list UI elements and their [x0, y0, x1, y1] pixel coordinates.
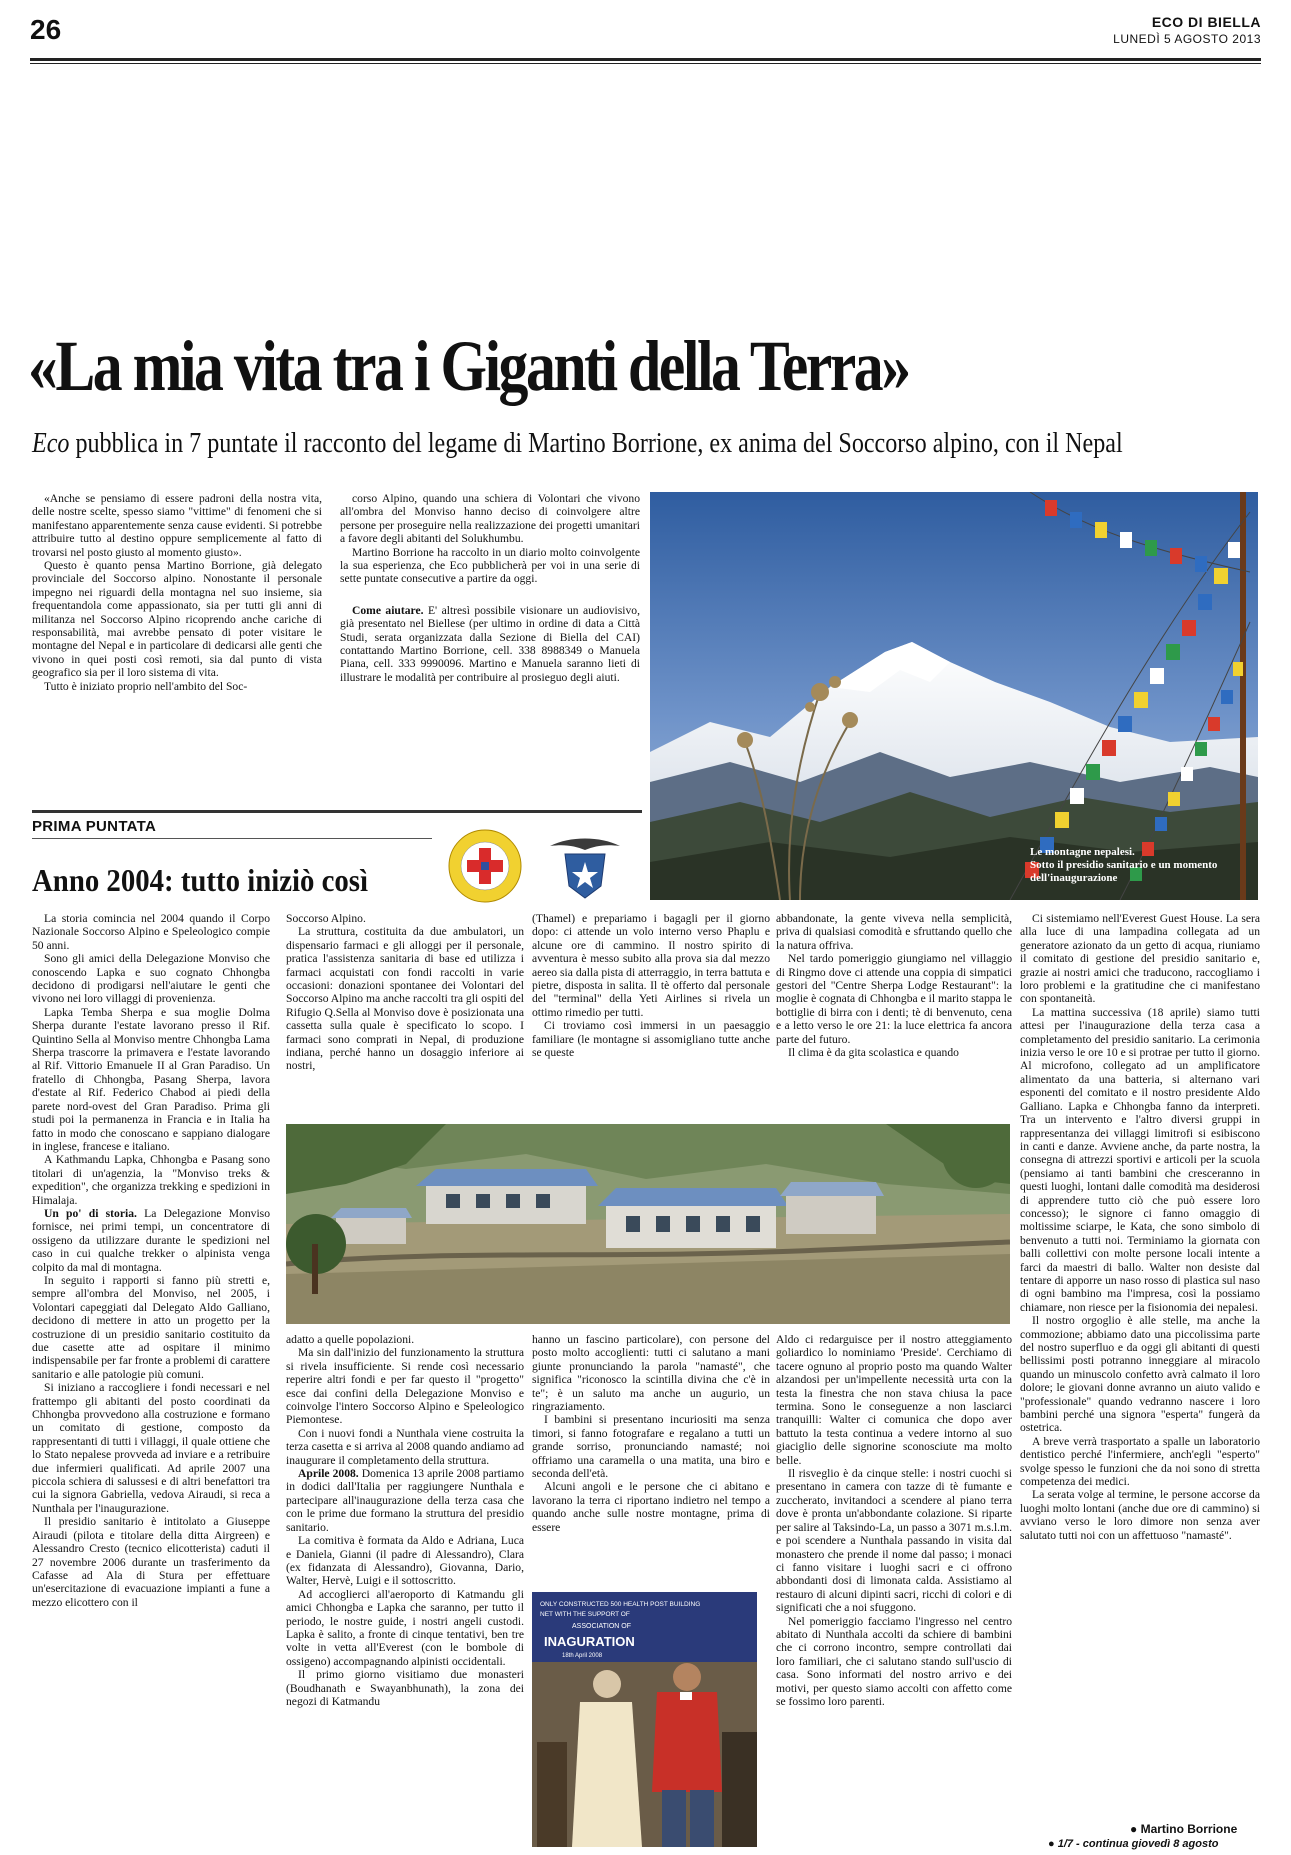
page-number: 26 [30, 14, 62, 45]
paragraph [32, 1515, 270, 1609]
paragraph [776, 1046, 1012, 1059]
masthead [1113, 14, 1261, 46]
paragraph [776, 1467, 1012, 1614]
issue-date: LUNEDÌ 5 AGOSTO 2013 [1113, 32, 1261, 46]
column-2-top [286, 912, 524, 1073]
subheadline [32, 428, 1123, 460]
paragraph-text: Sono gli amici della Delegazione Monviso che conoscendo Lapka e suo cognato Chhongba decidono di prodigarsi nell'aiutare le genti che vivono nei loro villaggi di provenienza. [32, 952, 270, 1006]
how-to-help-label: Come aiutare. [352, 603, 424, 617]
paragraph-text: Nel tardo pomeriggio giungiamo nel villaggio di Ringmo dove ci attende una coppia di simpatici gestori del "Centre Sherpa Lodge Restaurant": la moglie è cognata di Chhongba e il marito stappa le bottiglie di birra con i denti; tè di benvenuto, cena e a letto verso le ore 21: la luce elettrica fa ancora parte del futuro. [776, 952, 1012, 1046]
paragraph-text: Il risveglio è da cinque stelle: i nostri cuochi si presentano in camera con tazze di tè fumante e zuccherato, invitandoci a scendere al piano terra dove è pronta un'abbondante colazione. Si riparte per salire al Taksindo-La, un passo a 3071 m.s.l.m. e poi scendere a Nunthala passando in visita dal monastero che prende il nome dal passo; i monaci ci fanno visitare i luoghi sacri e ci offrono abbondanti dosi di limonata calda. Assistiamo al restauro di alcuni dipinti sacri, ricchi di colori e di significati che a noi sfuggono. [776, 1467, 1012, 1615]
paragraph [776, 1615, 1012, 1709]
column-4-top [776, 912, 1012, 1059]
paragraph [286, 1534, 524, 1588]
column-3-top [532, 912, 770, 1059]
paragraph-text: La struttura, costituita da due ambulatori, un dispensario farmaci e gli alloggi per il personale, pratica l'assistenza sanitaria di base ed utilizza i farmaci acquistati con fondi raccolti in varie occasioni: donazioni spontanee dei Volontari del Soccorso Alpino ma anche raccolti tra gli ospiti del Rifugio Q.Sella al Monviso dove è posizionata una cassetta sulla quale è specificato lo scopo. I farmaci sono comprati in Nepal, di produzione indiana, perché hanno un dosaggio inferiore ai nostri, [286, 925, 524, 1073]
subhead-text: pubblica in 7 puntate il racconto del legame di Martino Borrione, ex anima del Soccorso alpino, con il Nepal [69, 428, 1123, 459]
cnsas-logo [447, 828, 523, 904]
paragraph-text: La storia comincia nel 2004 quando il Corpo Nazionale Soccorso Alpino e Speleologico compie 50 anni. [32, 912, 270, 952]
paragraph [286, 1467, 524, 1534]
how-to-help [340, 604, 640, 684]
newspaper-name: ECO DI BIELLA [1151, 14, 1261, 30]
intro-column-2-paras [340, 492, 640, 586]
photo-nepal-mountains [650, 492, 1258, 900]
paragraph [32, 1381, 270, 1515]
intro-column-2 [340, 492, 640, 684]
section-title: Anno 2004: tutto iniziò così [32, 862, 369, 898]
section-label: PRIMA PUNTATA [32, 818, 157, 835]
paragraph [776, 912, 1012, 952]
paragraph-text: hanno un fascino particolare), con persone del posto molto accoglienti: tutti ci salutano a mani giunte pronunciando la parola "namasté", che significa "riconosco la scintilla divina che c'è in te"; è un saluto ma anche un augurio, un ringraziamento. [532, 1333, 770, 1414]
column-5 [1020, 912, 1260, 1542]
paragraph [532, 912, 770, 1019]
paragraph-text: A breve verrà trasportato a spalle un laboratorio dentistico perché l'infermiere, anch'egli "esperto" svolge spesso le funzioni che da noi sono di stretta competenza dei medici. [1020, 1434, 1260, 1489]
paragraph-text: A Kathmandu Lapka, Chhongba e Pasang sono titolari di un'agenzia, la "Monviso treks & expedition", che organizza trekking e spedizioni in Himalaja. [32, 1153, 270, 1207]
paragraph [532, 1333, 770, 1413]
paragraph: corso Alpino, quando una schiera di Volontari che vivono all'ombra del Monviso hanno deciso di coinvolgere altre persone per proseguire nella realizzazione dei progetti umanitari a favore degli abitanti del Solukhumbu. [340, 492, 640, 546]
how-to-help-text: E' altresì possibile visionare un audiovisivo, già presentato nel Biellese (per ultimo in ordine di data a Città Studi, serata organizzata dalla Sezione di Biella del CAI) contattando Martino Borrione, cell. 338 8988349 o Manuela Piana, cell. 333 9990096. Martino e Manuela saranno lieti di illustrare le modalità per contribuire al prosieguo degli aiuti. [340, 603, 640, 684]
paragraph-text: Il presidio sanitario è intitolato a Giuseppe Airaudi (pilota e titolare della ditta Airgreen) e Alessandro Cresto (tecnico elicotterista) caduti il 27 novembre 2006 durante un trasferimento da Cafasse ad Ala di Stura per effettuare un'esercitazione di evacuazione impianti a fune a mezzo elicottero con il [32, 1515, 270, 1609]
paragraph [286, 1588, 524, 1668]
column-4-bottom [776, 1333, 1012, 1708]
photo-health-post [286, 1124, 1010, 1324]
paragraph [286, 1333, 524, 1346]
paragraph [286, 925, 524, 1072]
paragraph-text: abbandonate, la gente viveva nella semplicità, priva di qualsiasi comodità e sfruttando quello che la natura offriva. [776, 912, 1012, 952]
paragraph: Questo è quanto pensa Martino Borrione, già delegato provinciale del Soccorso alpino. Nonostante il personale impegno nei riguardi della montagna nel suo insieme, sia frequentandola come appassionato, sia per tutti gli anni di militanza nel Soccorso Alpino ricoprendo anche cariche di responsabilità, mai avrebbe pensato di poter visitare le montagne del Nepal e in particolare di dedicarsi alle genti che vivono in quei posti così remoti, sia dal punto di vista geografico sia per il loro sistema di vita. [32, 559, 322, 680]
paragraph-text: Aldo ci redarguisce per il nostro atteggiamento goliardico lo nominiamo 'Preside'. Cerchiamo di tacere ognuno al proprio posto ma quando Walter alzandosi per un'impellente necessità urta con la testa la finestra che non stava chiusa la pace termina. Sono le conseguenze a non lasciarci tranquilli: Walter ci comunica che dopo aver battuto la testa continua a vedere intorno al suo giaciglio delle signorine sconosciute ma molto belle. [776, 1333, 1012, 1467]
paragraph [32, 912, 270, 952]
paragraph-text: Nel pomeriggio facciamo l'ingresso nel centro abitato di Nunthala accolti da schiere di bambini che ci corrono incontro, sempre controllati dai loro familiari, che ci salutano stando sull'uscio di casa. Sono informati del nostro arrivo e dei motivi, per questo siamo accolti con affetto come se fossimo loro parenti. [776, 1614, 1012, 1708]
paragraph [286, 1427, 524, 1467]
cai-logo [545, 828, 625, 904]
caption-line-2: Sotto il presidio sanitario e un momento dell'inaugurazione [1030, 859, 1218, 884]
paragraph-text: In seguito i rapporti si fanno più stretti e, sempre all'ombra del Monviso, nel 2005, i Volontari capeggiati dal Delegato Aldo Galliano, decidono di mettere in atto un progetto per la costruzione di un presidio sanitario costituito da due casette atte ad ospitare il minimo indispensabile per far fronte a problemi di carattere sanitario e alle patologie più comuni. [32, 1273, 270, 1381]
header-rule [30, 58, 1261, 61]
paragraph-text: Il nostro orgoglio è alle stelle, ma anche la commozione; abbiamo dato una piccolissima parte del nostro superfluo e da oggi gli abitanti di questi bellissimi posti potranno inneggiare al miracolo quando un minuscolo confetto avrà calmato il loro dolore; le giovani donne avranno un aiuto valido e "professionale" quando vedranno nascere i loro bambini perché una signora "esperta" fungerà da ostetrica. [1020, 1314, 1260, 1435]
paragraph-text: adatto a quelle popolazioni. [286, 1333, 415, 1346]
paragraph [32, 1274, 270, 1381]
paragraph: Martino Borrione ha raccolto in un diario molto coinvolgente la sua esperienza, che Eco pubblicherà per voi in una serie di sette puntate consecutive a partire da oggi. [340, 545, 640, 586]
paragraph [286, 1346, 524, 1426]
author-signature: ● Martino Borrione [1130, 1822, 1238, 1836]
paragraph [1020, 912, 1260, 1006]
section-rule [32, 810, 642, 813]
paragraph [1020, 1314, 1260, 1435]
svg-text:ONLY CONSTRUCTED 500 HEALTH PO: ONLY CONSTRUCTED 500 HEALTH POST BUILDING [540, 1601, 701, 1608]
column-2-bottom [286, 1333, 524, 1708]
paragraph-text: La comitiva è formata da Aldo e Adriana, Luca e Daniela, Gianni (il padre di Alessandro), Clara (ex fidanzata di Alessandro), Giovanna, Dario, Walter, Hervè, Luigi e il sottoscritto. [286, 1534, 524, 1588]
paragraph-lead: Aprile 2008. [298, 1467, 359, 1481]
subhead-eco: Eco [32, 428, 70, 459]
paragraph-text: Il primo giorno visitiamo due monasteri (Boudhanath e Swayanbhunath), la zona dei negozi di Katmandu [286, 1668, 524, 1708]
paragraph-text: Ad accoglierci all'aeroporto di Katmandu gli amici Chhongba e Lapka che saranno, per tutto il periodo, le nostre guide, i nostri angeli custodi. Lapka è salito, a fronte di cinque tentativi, ben tre volte in vetta all'Everest (con le bombole di ossigeno) accompagnando alpinisti occidentali. [286, 1587, 524, 1668]
paragraph [286, 912, 524, 925]
paragraph: «Anche se pensiamo di essere padroni della nostra vita, delle nostre scelte, spesso siamo "vittime" di fenomeni che si manifestano apparentemente senza cause evidenti. Si potrebbe attribuire tutto al destino oppure semplicemente al fatto di trovarsi nel posto giusto al momento giusto». [32, 492, 322, 559]
paragraph-text: (Thamel) e prepariamo i bagagli per il giorno dopo: ci attende un volo interno verso Phaplu e alcune ore di cammino. Il nostro spirito di avventura è messo subito alla prova sia dal mezzo aereo sia dalla pista di atterraggio, in terra battuta e pietre, disposta in salita. Il tè offerto dal personale del "terminal" della Yeti Airlines si rivela un ottimo rimedio per tutti. [532, 912, 770, 1019]
continued-note: ● 1/7 - continua giovedì 8 agosto [1048, 1838, 1219, 1850]
paragraph-text: La serata volge al termine, le persone accorse da luoghi molto lontani (anche due ore di cammino) si avviano verso le loro dimore non senza aver salutato tutti noi con un affettuoso "namasté". [1020, 1488, 1260, 1542]
paragraph [286, 1668, 524, 1708]
photo-caption [1030, 846, 1250, 885]
svg-text:NET WITH THE SUPPORT OF: NET WITH THE SUPPORT OF [540, 1611, 630, 1618]
paragraph-text: Soccorso Alpino. [286, 912, 366, 925]
paragraph-text: La mattina successiva (18 aprile) siamo tutti attesi per l'inaugurazione della terza casa a completamento del presidio sanitario. La cerimonia inizia verso le ore 10 e si protrae per tutto il giorno. Al microfono, collegato ad un amplificatore alimentato da una batteria, si alternano vari esponenti del comitato e il nostro presidente Aldo Galliano. Lapka e Chhongba fanno da interpreti. Tra un intervento e l'altro diversi gruppi in rappresentanza dei villaggi limitrofi si esibiscono in canti e danze. Avviene anche, da parte nostra, la consegna di attrezzi sportivi e articoli per la scuola (pensiamo ai tanti bambini che cresceranno in questi luoghi, lontani dalle comodità ma desiderosi di apprendere tutto ciò che può essere loro concesso); le signore ci fanno omaggio di moltissime sciarpe, le Kata, che sono simbolo di benvenuto a tutti noi. Terminiamo la giornata con balli collettivi con molte persone locali intente a farci da maestri di ballo. Walter non desiste dal tentare di apporre un naso rosso di plastica sul naso di ogni bambino ma l'impresa, così la possiamo chiamare, non riesce per la fisionomia dei nepalesi. [1020, 1005, 1260, 1314]
paragraph [776, 952, 1012, 1046]
paragraph [1020, 1488, 1260, 1542]
paragraph-text: I bambini si presentano incuriositi ma senza timori, si fanno fotografare e regalano a tutti un grande sorriso, pronunciando namasté; noi offriamo una caramella o una matita, una biro e seconda dell'età. [532, 1413, 770, 1481]
svg-text:ASSOCIATION OF: ASSOCIATION OF [572, 1623, 631, 1630]
paragraph-text: La Delegazione Monviso fornisce, nei primi tempi, un concentratore di ossigeno da utilizzare durante le spedizioni nel caso in cui qualche trekker o alpinista venga colpito da mal di montagna. [32, 1206, 270, 1274]
caption-line-1: Le montagne nepalesi. [1030, 846, 1135, 858]
paragraph-text: Domenica 13 aprile 2008 partiamo in dodici dall'Italia per raggiungere Nunthala e partecipare all'inaugurazione della terza casa che con le prime due formano la struttura del presidio sanitario. [286, 1467, 524, 1534]
headline: «La mia vita tra i Giganti della Terra» [28, 326, 909, 406]
svg-text:18th April 2008: 18th April 2008 [562, 1653, 603, 1659]
paragraph-text: Ci sistemiamo nell'Everest Guest House. La sera alla luce di una lampadina collegata ad un generatore azionato da un getto di acqua, riuniamo il comitato di gestione del presidio sanitario e, grazie ai nostri amici che traducono, raccogliamo i loro problemi e la gratitudine che ci manifestano con spontaneità. [1020, 912, 1260, 1006]
paragraph [32, 1207, 270, 1274]
header-rule-thin [30, 63, 1261, 64]
paragraph [1020, 1435, 1260, 1489]
paragraph [532, 1019, 770, 1059]
paragraph-text: Il clima è da gita scolastica e quando [788, 1046, 959, 1060]
paragraph [776, 1333, 1012, 1467]
paragraph-lead: Un po' di storia. [44, 1206, 137, 1220]
svg-text:INAGURATION: INAGURATION [544, 1634, 635, 1649]
intro-column-1 [32, 492, 322, 693]
paragraph [32, 1006, 270, 1153]
photo-inauguration [532, 1592, 757, 1847]
paragraph-text: Con i nuovi fondi a Nunthala viene costruita la terza casetta e si arriva al 2008 quando andiamo ad inaugurare il completamento della struttura. [286, 1426, 524, 1467]
paragraph [532, 1413, 770, 1480]
paragraph [1020, 1006, 1260, 1314]
paragraph [32, 1153, 270, 1207]
paragraph-text: Lapka Temba Sherpa e sua moglie Dolma Sherpa durante l'estate lavorano presso il Rif. Quintino Sella al Monviso mentre Chhongba Lama Sherpa trascorre la primavera e l'estate lavorando al Rif. Vittorio Emanuele II al Gran Paradiso. Un fratello di Chhongba, Pasang Sherpa, lavora d'estate al Rif. Federico Chabod ai piedi della parete nord-ovest del Gran Paradiso. Prima gli studi poi la permanenza in Francia e in Italia ha fatto in modo che conoscano e sappiano dialogare in inglese, francese e italiano. [32, 1005, 270, 1153]
paragraph-text: Ma sin dall'inizio del funzionamento la struttura si rivela insufficiente. Si rende così necessario reperire altri fondi e per far questo il "progetto" esce dai confini della Delegazione Monviso e coinvolge l'intero Soccorso Alpino e Speleologico Piemontese. [286, 1346, 524, 1427]
paragraph-text: Ci troviamo così immersi in un paesaggio familiare (le montagne si assomigliano tutte anche se queste [532, 1019, 770, 1060]
paragraph [32, 952, 270, 1006]
paragraph [532, 1480, 770, 1534]
section-rule-thin [32, 838, 432, 839]
paragraph-text: Si iniziano a raccogliere i fondi necessari e nel frattempo gli abitanti del posto coordinati da Chhongba provvedono alla costruzione e formano un comitato di gestione, composto da rappresentanti di tutti i villaggi, il quale ottiene che lo Stato nepalese provveda ad inviare e a retribuire due infermieri qualificati. Ad aprile 2007 una piccola schiera di salussesi e di altri benefattori tra cui la signora Gabriella, vedova Airaudi, si reca a Nunthala per l'inaugurazione. [32, 1381, 270, 1515]
paragraph-text: Alcuni angoli e le persone che ci abitano e lavorano la terra ci riportano indietro nel tempo a quando anche sulle nostre montagne, prima di essere [532, 1480, 770, 1534]
paragraph: Tutto è iniziato proprio nell'ambito del Soc- [44, 679, 248, 693]
column-3-bottom [532, 1333, 770, 1534]
column-1 [32, 912, 270, 1609]
